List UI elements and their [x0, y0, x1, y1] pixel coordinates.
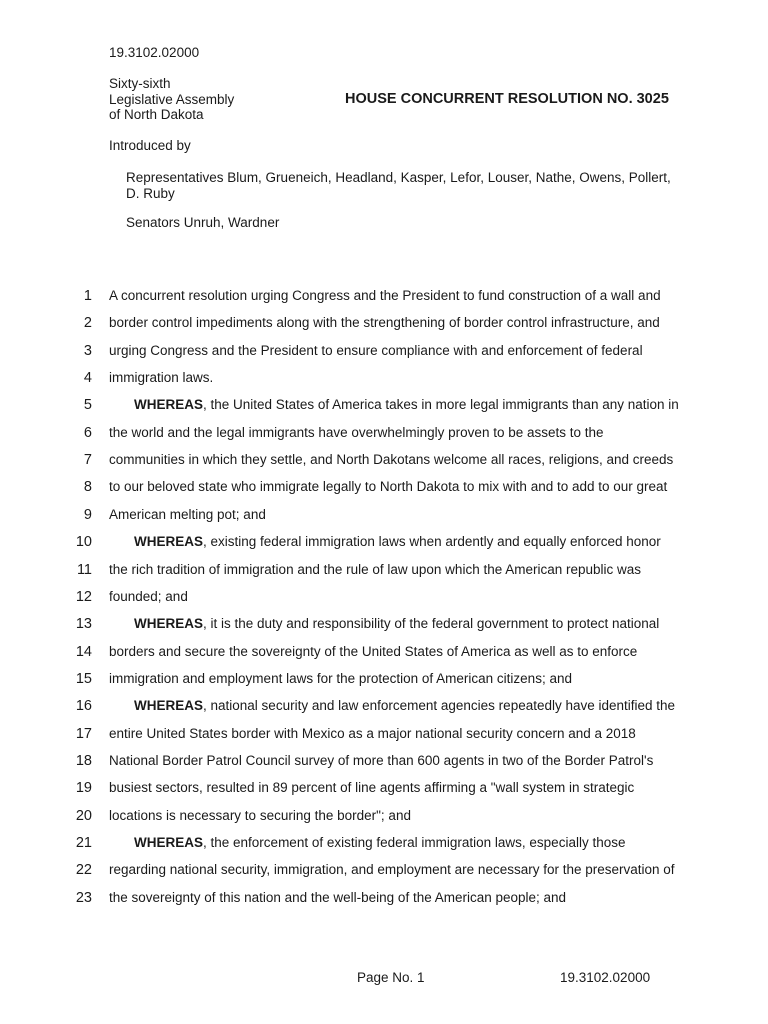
assembly-line: Legislative Assembly [109, 91, 235, 107]
line-text: the rich tradition of immigration and the rule of law upon which the American republic was [109, 562, 642, 577]
assembly-block [109, 76, 234, 123]
whereas-keyword: WHEREAS [134, 835, 204, 850]
line-text: entire United States border with Mexico as a major national security concern and a 2018 [109, 726, 636, 741]
line-text: founded; and [109, 589, 188, 604]
line-text-rest: , the United States of America takes in more legal immigrants than any nation in [203, 397, 679, 412]
line-text: American melting pot; and [109, 507, 266, 522]
line-number: 13 [75, 616, 92, 632]
page-number: Page No. 1 [357, 970, 425, 985]
introduced-by: Introduced by [109, 138, 191, 153]
representatives-line: D. Ruby [126, 185, 175, 201]
line-number: 4 [83, 370, 92, 386]
line-number: 10 [75, 534, 92, 550]
document-id: 19.3102.02000 [109, 45, 200, 60]
line-number: 2 [83, 315, 92, 331]
line-number: 20 [75, 808, 92, 824]
line-number: 17 [75, 726, 92, 742]
line-text: border control impediments along with the strengthening of border control infrastructure, and [109, 315, 660, 330]
line-text: urging Congress and the President to ensure compliance with and enforcement of federal [109, 343, 643, 358]
representatives-block [126, 170, 671, 201]
line-text: the world and the legal immigrants have overwhelmingly proven to be assets to the [109, 425, 604, 440]
line-text-rest: , national security and law enforcement agencies repeatedly have identified the [203, 698, 676, 713]
whereas-keyword: WHEREAS [134, 397, 204, 412]
line-text-rest: , existing federal immigration laws when ardently and equally enforced honor [203, 534, 661, 549]
line-text: locations is necessary to securing the border"; and [109, 808, 411, 823]
line-number: 14 [75, 644, 92, 660]
line-number: 18 [75, 753, 92, 769]
line-number: 23 [75, 890, 92, 906]
line-text-rest: , it is the duty and responsibility of the federal government to protect national [203, 616, 660, 631]
line-number: 5 [83, 397, 92, 413]
line-text: communities in which they settle, and North Dakotans welcome all races, religions, and creeds [109, 452, 674, 467]
line-text: to our beloved state who immigrate legally to North Dakota to mix with and to add to our great [109, 479, 668, 494]
line-text [134, 698, 734, 714]
line-number: 7 [83, 452, 92, 468]
line-text [134, 534, 734, 550]
line-number: 21 [75, 835, 92, 851]
whereas-keyword: WHEREAS [134, 534, 204, 549]
line-number: 19 [75, 780, 92, 796]
line-text: immigration laws. [109, 370, 214, 385]
assembly-line: of North Dakota [109, 107, 204, 122]
line-text: the sovereignty of this nation and the well-being of the American people; and [109, 890, 567, 905]
assembly-line: Sixty-sixth [109, 76, 171, 91]
line-text-rest: , the enforcement of existing federal immigration laws, especially those [203, 835, 626, 850]
line-text: immigration and employment laws for the protection of American citizens; and [109, 671, 572, 686]
line-text: regarding national security, immigration, and employment are necessary for the preservation of [109, 862, 675, 877]
resolution-title: HOUSE CONCURRENT RESOLUTION NO. 3025 [345, 91, 669, 107]
line-text [134, 616, 734, 632]
line-number: 6 [83, 425, 92, 441]
line-text: National Border Patrol Council survey of more than 600 agents in two of the Border Patrol's [109, 753, 654, 768]
line-number: 12 [75, 589, 92, 605]
line-number: 8 [83, 479, 92, 495]
line-text: borders and secure the sovereignty of the United States of America as well as to enforce [109, 644, 638, 659]
line-text [134, 397, 734, 413]
line-number: 22 [75, 862, 92, 878]
line-number: 3 [83, 343, 92, 359]
line-text: busiest sectors, resulted in 89 percent of line agents affirming a "wall system in strategic [109, 780, 635, 795]
line-number: 15 [75, 671, 92, 687]
line-number: 9 [83, 507, 92, 523]
line-text: A concurrent resolution urging Congress and the President to fund construction of a wall and [109, 288, 661, 303]
line-number: 16 [75, 698, 92, 714]
line-number: 1 [83, 288, 92, 304]
whereas-keyword: WHEREAS [134, 616, 204, 631]
line-number: 11 [76, 562, 92, 578]
representatives-line: Representatives Blum, Grueneich, Headland, Kasper, Lefor, Louser, Nathe, Owens, Pollert, [126, 170, 671, 185]
senators: Senators Unruh, Wardner [126, 215, 280, 230]
footer-document-id: 19.3102.02000 [560, 970, 651, 985]
whereas-keyword: WHEREAS [134, 698, 204, 713]
line-text [134, 835, 734, 851]
